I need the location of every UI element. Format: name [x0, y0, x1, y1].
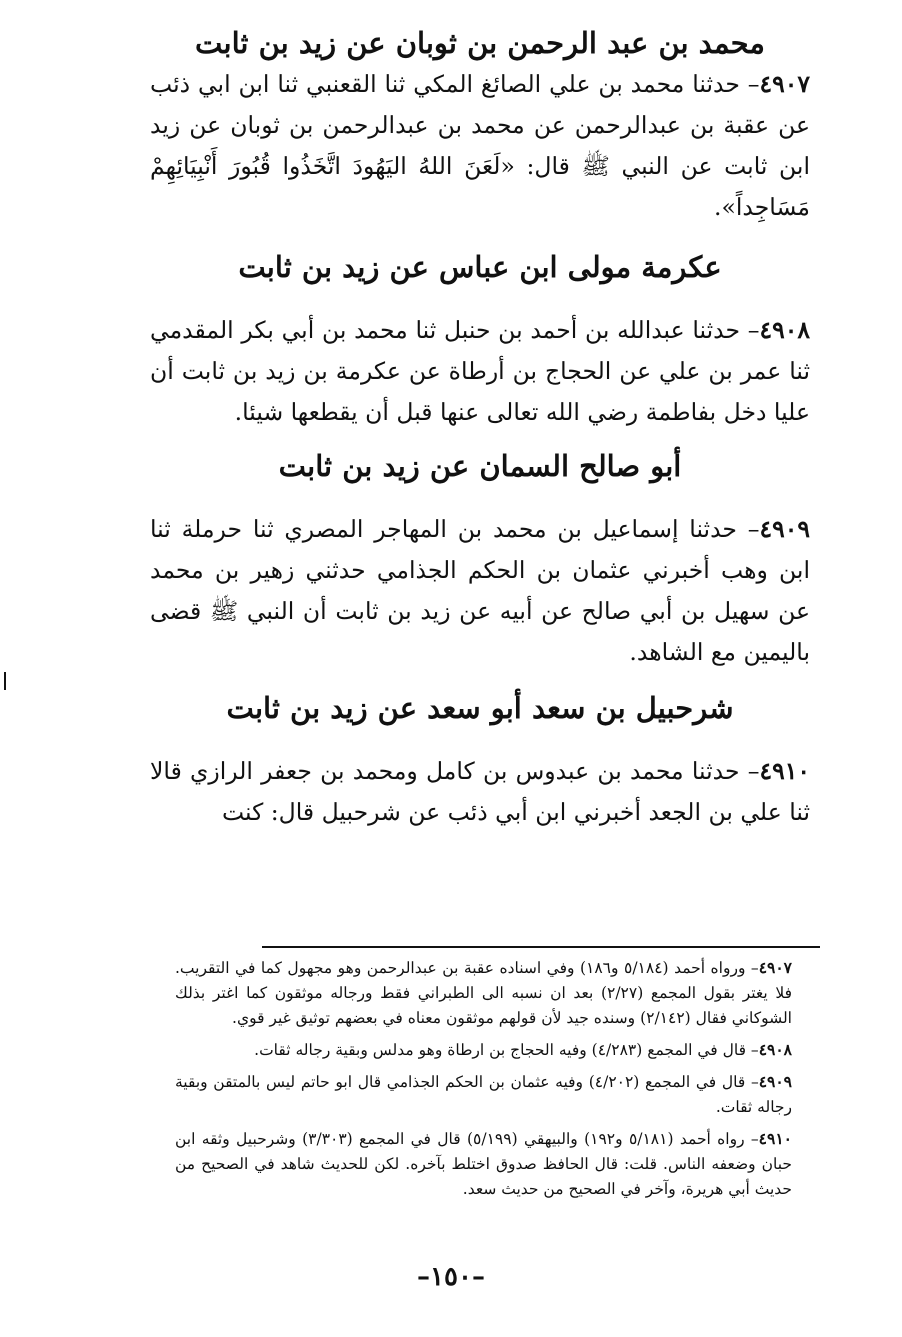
hadith-text: – حدثنا محمد بن عبدوس بن كامل ومحمد بن جعفر الرازي قالا ثنا علي بن الجعد أخبرني ابن أبي ذئب عن شرحبيل قال: كنت [150, 757, 810, 826]
margin-mark [4, 672, 6, 690]
footnote-text: – ورواه أحمد (٥/١٨٤ و١٨٦) وفي اسناده عقبة بن عبدالرحمن وهو مجهول كما في التقريب. فلا يغتر بقول المجمع (٢/٢٧) بعد ان نسبه الى الطبراني فقط ورجاله موثقون كما اغتر بذلك الشوكاني فقال (٢/١٤٢) وسنده جيد لأن قولهم موثقون معناه في بعضهم توثيق غير قوي. [175, 959, 792, 1027]
section-4910 [150, 687, 810, 833]
footnote-number: ٤٩١٠ [758, 1129, 792, 1148]
hadith-number: ٤٩٠٨ [759, 316, 810, 344]
hadith-number: ٤٩٠٧ [759, 70, 810, 98]
footnote-number: ٤٩٠٨ [758, 1040, 792, 1059]
hadith-text: – حدثنا إسماعيل بن محمد بن المهاجر المصري ثنا حرملة ثنا ابن وهب أخبرني عثمان بن الحكم الجذامي حدثني زهير بن محمد عن سهيل بن أبي صالح عن أبيه عن زيد بن ثابت أن النبي ﷺ قضى باليمين مع الشاهد. [150, 515, 810, 666]
hadith-text: – حدثنا عبدالله بن أحمد بن حنبل ثنا محمد بن أبي بكر المقدمي ثنا عمر بن علي عن الحجاج بن أرطاة عن عكرمة بن زيد بن ثابت أن عليا دخل بفاطمة رضي الله تعالى عنها قبل أن يقطعها شيئا. [150, 316, 810, 426]
hadith-paragraph [150, 64, 810, 228]
hadith-paragraph [150, 751, 810, 833]
section-heading: عكرمة مولى ابن عباس عن زيد بن ثابت [238, 250, 722, 284]
footnote-text: – قال في المجمع (٤/٢٠٢) وفيه عثمان بن الحكم الجذامي قال ابو حاتم ليس بالمتقن وبقية رجاله ثقات. [175, 1073, 792, 1116]
footnote-text: – قال في المجمع (٤/٢٨٣) وفيه الحجاج بن ارطاة وهو مدلس وبقية رجاله ثقات. [254, 1041, 759, 1059]
hadith-paragraph [150, 509, 810, 673]
section-4909 [150, 445, 810, 673]
section-heading: شرحبيل بن سعد أبو سعد عن زيد بن ثابت [226, 691, 734, 725]
page-number: –١٥٠– [417, 1262, 485, 1292]
section-heading: أبو صالح السمان عن زيد بن ثابت [278, 449, 682, 483]
hadith-text: – حدثنا محمد بن علي الصائغ المكي ثنا القعنبي ثنا ابن ابي ذئب عن عقبة بن عبدالرحمن عن محمد بن عبدالرحمن بن ثوبان عن زيد ابن ثابت عن النبي ﷺ قال: «لَعَنَ اللهُ اليَهُودَ اتَّخَذُوا قُبُورَ أَنْبِيَائِهِمْ مَسَاجِداً». [150, 70, 810, 221]
footnote [175, 1069, 792, 1120]
section-heading: محمد بن عبد الرحمن بن ثوبان عن زيد بن ثابت [195, 26, 765, 60]
footnote [175, 1037, 792, 1063]
section-4908 [150, 246, 810, 433]
footnote-number: ٤٩٠٩ [758, 1072, 793, 1091]
footnote-number: ٤٩٠٧ [758, 958, 792, 977]
hadith-number: ٤٩١٠ [759, 757, 810, 785]
footnote-divider [262, 946, 820, 948]
hadith-paragraph [150, 310, 810, 433]
footnotes [175, 955, 792, 1208]
footnote [175, 955, 792, 1031]
section-4907 [150, 22, 810, 228]
footnote-text: – رواه أحمد (٥/١٨١ و١٩٢) والبيهقي (٥/١٩٩) قال في المجمع (٣/٣٠٣) وشرحبيل وثقه ابن حبان وضعفه الناس. قلت: قال الحافظ صدوق اختلط بآخره. لكن للحديث شاهد في الصحيح من حديث أبي هريرة، وآخر في الصحيح من حديث سعد. [175, 1130, 792, 1198]
footnote [175, 1126, 792, 1202]
main-text [150, 22, 810, 833]
hadith-number: ٤٩٠٩ [759, 515, 810, 543]
